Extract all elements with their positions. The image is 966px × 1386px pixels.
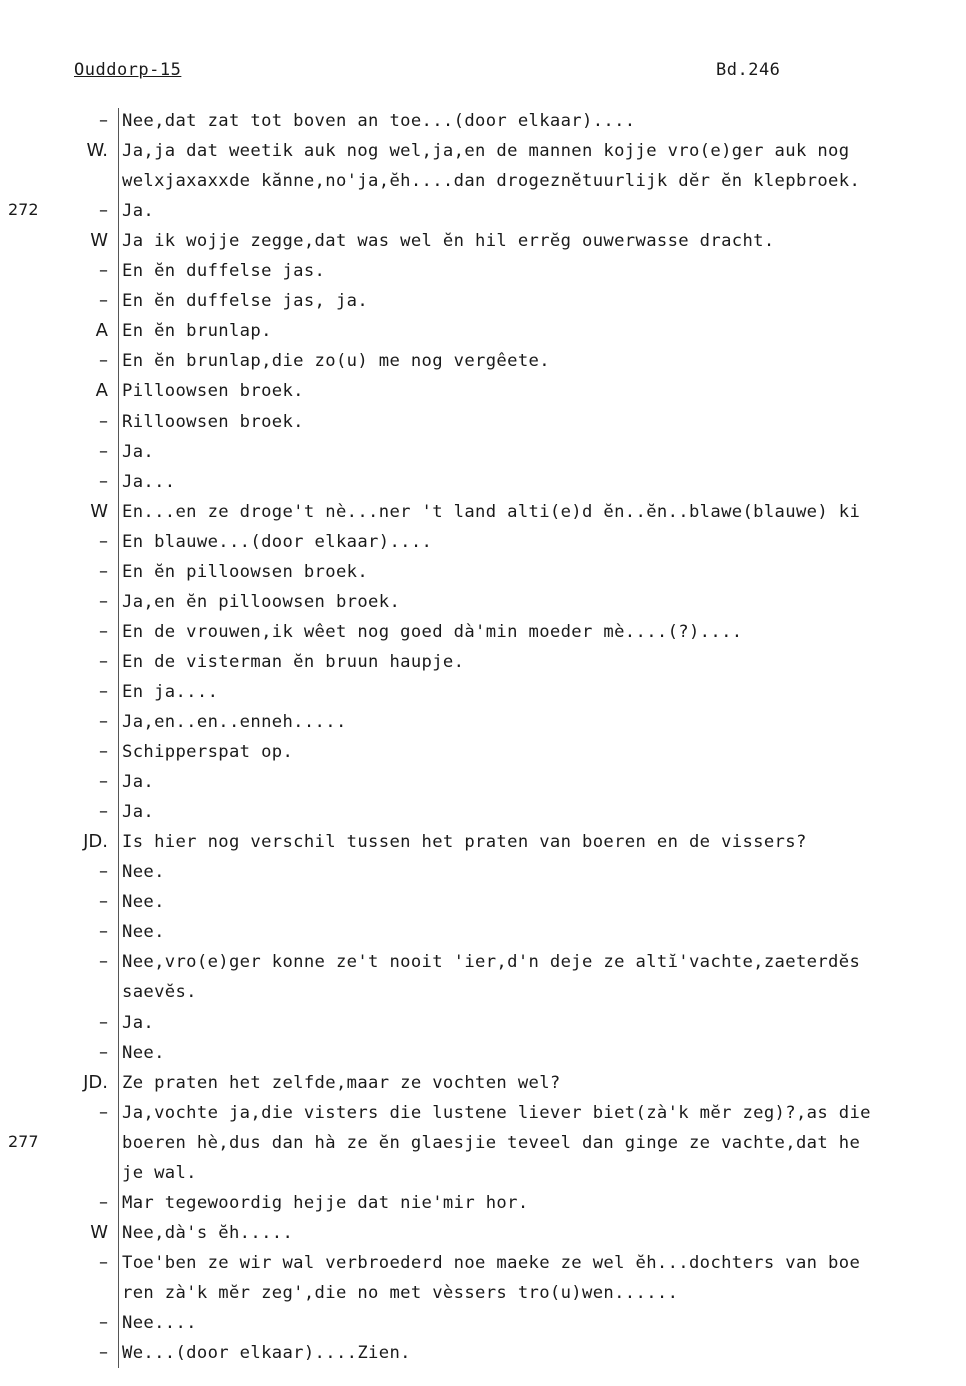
utterance-text: En de visterman ĕn bruun haupje.: [122, 651, 465, 672]
speaker-marker: –: [99, 951, 108, 973]
transcript-line: [0, 949, 966, 979]
margin-number: 272: [8, 200, 39, 220]
transcript-line: [0, 559, 966, 589]
speaker-marker: –: [99, 1342, 108, 1364]
speaker-marker: –: [99, 801, 108, 823]
utterance-text: Ja,ja dat weetik auk nog wel,ja,en de mannen kojje vro(e)ger auk nog: [122, 141, 850, 162]
utterance-text: Ja,en..en..enneh.....: [122, 712, 347, 732]
transcript-line: [0, 378, 966, 408]
utterance-text: En ĕn duffelse jas, ja.: [122, 291, 369, 312]
speaker-marker: –: [99, 921, 108, 943]
transcript-line: [0, 318, 966, 348]
transcript-line: [0, 889, 966, 919]
utterance-text: Ja.: [122, 201, 155, 222]
transcript-line: [0, 348, 966, 378]
transcript-line: [0, 859, 966, 889]
utterance-text: Nee,dat zat tot boven an toe...(door elkaar)....: [122, 111, 636, 131]
utterance-text: Nee.: [122, 1042, 165, 1063]
speaker-marker: –: [99, 290, 108, 312]
speaker-marker: –: [99, 620, 108, 642]
speaker-marker: –: [99, 560, 108, 582]
utterance-text: Nee,dà's ĕh.....: [122, 1222, 294, 1243]
utterance-text: Nee.: [122, 922, 165, 943]
speaker-marker: –: [99, 1312, 108, 1333]
transcript-line: [0, 1160, 966, 1190]
speaker-marker: –: [99, 891, 108, 913]
utterance-text: Nee.: [122, 862, 165, 883]
utterance-text: boeren hè,dus dan hà ze ĕn glaesjie teveel dan ginge ze vachte,dat he: [122, 1132, 861, 1153]
speaker-marker: –: [99, 1101, 108, 1123]
transcript-line: [0, 709, 966, 739]
utterance-text: Ja.: [122, 1012, 155, 1033]
transcript-line: [0, 679, 966, 709]
speaker-marker: –: [99, 440, 108, 462]
speaker-marker: A: [95, 380, 108, 402]
speaker-marker: –: [99, 530, 108, 552]
utterance-text: je wal.: [122, 1162, 197, 1183]
utterance-text: En ja....: [122, 681, 219, 702]
speaker-marker: W: [90, 1221, 108, 1243]
transcript-line: [0, 589, 966, 619]
speaker-marker: –: [99, 680, 108, 702]
speaker-marker: –: [99, 200, 108, 222]
utterance-text: Nee....: [122, 1313, 197, 1333]
transcript-line: [0, 228, 966, 258]
utterance-text: ren zà'k mĕr zeg',die no met vèssers tro(u)wen......: [122, 1282, 679, 1303]
utterance-text: En ĕn duffelse jas.: [122, 261, 326, 282]
utterance-text: En ĕn brunlap,die zo(u) me nog vergêete.: [122, 351, 550, 372]
transcript-line: [0, 168, 966, 198]
transcript-line: [0, 138, 966, 168]
utterance-text: Ja.: [122, 772, 155, 793]
speaker-marker: W.: [86, 140, 108, 162]
speaker-marker: –: [99, 1191, 108, 1213]
transcript-line: [0, 1340, 966, 1370]
transcript-line: [0, 529, 966, 559]
transcript-line: [0, 739, 966, 769]
utterance-text: Nee.: [122, 892, 165, 913]
utterance-text: Nee,vro(e)ger konne ze't nooit 'ier,d'n deje ze altĭ'vachte,zaeterdĕs: [122, 952, 861, 973]
transcript-line: [0, 919, 966, 949]
speaker-marker: –: [99, 861, 108, 883]
speaker-marker: JD.: [83, 831, 108, 853]
margin-number: 277: [8, 1131, 39, 1151]
speaker-marker: –: [99, 350, 108, 372]
speaker-marker: JD.: [83, 1071, 108, 1093]
utterance-text: En ĕn pilloowsen broek.: [122, 561, 369, 582]
speaker-marker: –: [99, 470, 108, 492]
transcript-line: [0, 1130, 966, 1160]
transcript-line: [0, 619, 966, 649]
speaker-marker: –: [99, 741, 108, 763]
transcript-line: [0, 288, 966, 318]
utterance-text: En...en ze droge't nè...ner 't land alti(e)d ĕn..ĕn..blawe(blauwe) ki: [122, 501, 861, 522]
utterance-text: En ĕn brunlap.: [122, 321, 272, 342]
utterance-text: En de vrouwen,ik wêet nog goed dà'min moeder mè....(?)....: [122, 621, 743, 642]
utterance-text: Ja.: [122, 802, 155, 823]
speaker-marker: –: [99, 410, 108, 432]
transcript-line: [0, 1070, 966, 1100]
utterance-text: Rilloowsen broek.: [122, 411, 304, 432]
speaker-marker: –: [99, 110, 108, 131]
transcript-line: [0, 499, 966, 529]
speaker-marker: –: [99, 590, 108, 612]
transcript-line: [0, 1280, 966, 1310]
utterance-text: saevĕs.: [122, 982, 197, 1003]
speaker-marker: –: [99, 1041, 108, 1063]
header-reference: Ouddorp-15: [74, 60, 182, 80]
header-volume: Bd.246: [716, 60, 781, 80]
speaker-marker: –: [99, 1251, 108, 1273]
transcript-line: [0, 1310, 966, 1340]
transcript-line: [0, 439, 966, 469]
speaker-marker: A: [95, 320, 108, 342]
speaker-marker: –: [99, 260, 108, 282]
utterance-text: Ze praten het zelfde,maar ze vochten wel?: [122, 1072, 561, 1093]
utterance-text: Ja,en ĕn pilloowsen broek.: [122, 591, 401, 612]
speaker-marker: –: [99, 771, 108, 793]
utterance-text: Ja,vochte ja,die visters die lustene liever biet(zà'k mĕr zeg)?,as die: [122, 1102, 871, 1123]
transcript-line: [0, 409, 966, 439]
transcript-line: [0, 829, 966, 859]
transcript-line: [0, 979, 966, 1009]
utterance-text: Ja...: [122, 471, 176, 492]
transcript-line: [0, 1100, 966, 1130]
transcript-line: [0, 649, 966, 679]
speaker-marker: –: [99, 1011, 108, 1033]
utterance-text: welxjaxaxxde kănne,no'ja,ĕh....dan drogeznĕtuurlijk dĕr ĕn klepbroek.: [122, 171, 861, 192]
speaker-marker: –: [99, 711, 108, 732]
transcript-line: [0, 1040, 966, 1070]
utterance-text: Is hier nog verschil tussen het praten van boeren en de vissers?: [122, 832, 807, 853]
utterance-text: Mar tegewoordig hejje dat nie'mir hor.: [122, 1192, 529, 1213]
transcript-line: [0, 1250, 966, 1280]
transcript-line: [0, 769, 966, 799]
transcript-line: [0, 258, 966, 288]
transcript-line: [0, 1220, 966, 1250]
transcript-line: [0, 1010, 966, 1040]
transcript-line: [0, 469, 966, 499]
utterance-text: Schipperspat op.: [122, 742, 294, 763]
transcript-line: [0, 198, 966, 228]
utterance-text: Toe'ben ze wir wal verbroederd noe maeke ze wel ĕh...dochters van boe: [122, 1252, 861, 1273]
speaker-marker: –: [99, 650, 108, 672]
transcript-line: [0, 1190, 966, 1220]
utterance-text: Pilloowsen broek.: [122, 381, 304, 402]
utterance-text: Ja ik wojje zegge,dat was wel ĕn hil errĕg ouwerwasse dracht.: [122, 231, 775, 252]
utterance-text: Ja.: [122, 441, 155, 462]
utterance-text: We...(door elkaar)....Zien.: [122, 1343, 411, 1364]
utterance-text: En blauwe...(door elkaar)....: [122, 531, 433, 552]
transcript-line: [0, 108, 966, 138]
speaker-marker: W: [90, 500, 108, 522]
speaker-marker: W: [90, 230, 108, 252]
transcript-line: [0, 799, 966, 829]
